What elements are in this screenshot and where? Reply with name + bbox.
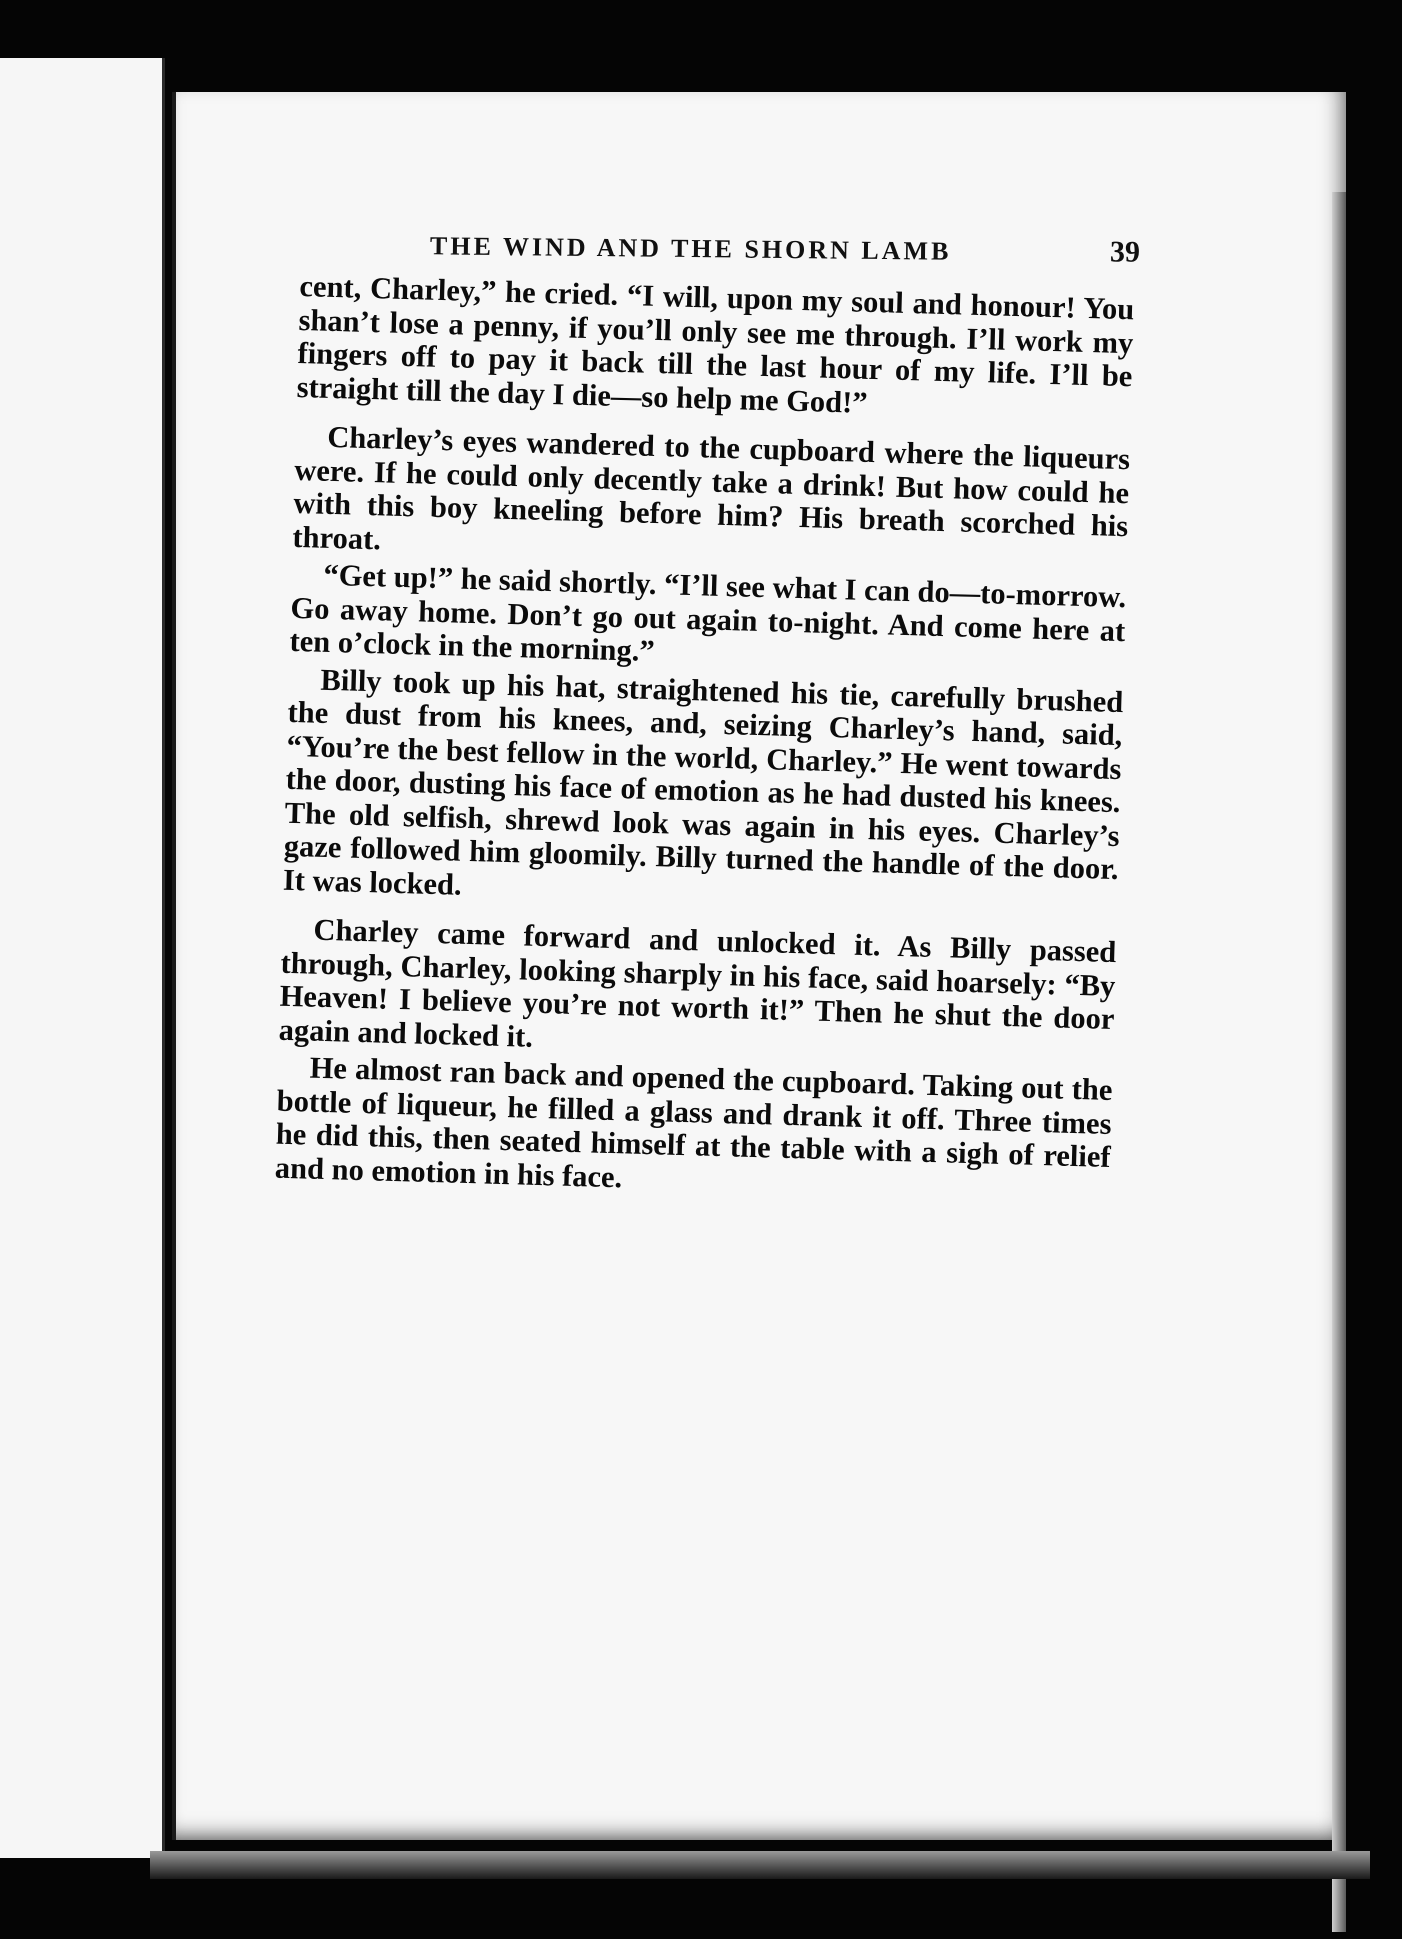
paragraph: Charley came forward and unlocked it. As Billy passed through, Charley, looking sharply in his face, said hoarsely: “By Heaven! I believe you’re not worth it!” Then he shut the door again and locked it. <box>278 912 1117 1054</box>
paragraph: “Get up!” he said shortly. “I’ll see what I can do—to-morrow. Go away home. Don’t go out again to-night. And come here at ten o’clock in the morning.” <box>289 557 1127 669</box>
page-bottom-edge <box>150 1851 1370 1879</box>
paragraph: cent, Charley,” he cried. “I will, upon my soul and honour! You shan’t lose a penny, if you’ll only see me through. I’ll work my fingers off to pay it back till the last hour of my life. I’ll be straight till the day I die—so help me God!” <box>296 269 1135 420</box>
paragraph: Billy took up his hat, straightened his tie, carefully brushed the dust from his knees, and, seizing Charley’s hand, said, “You’re the best fellow in the world, Charley.” He went towards the door, dusting his face of emotion as he had dusted his knees. The old selfish, shrewd look was again in his eyes. Charley’s gaze followed him gloomily. Billy turned the handle of the door. It was locked. <box>282 662 1124 902</box>
page-right-edge <box>1332 192 1346 1932</box>
page-number: 39 <box>1109 235 1141 269</box>
paragraph: He almost ran back and opened the cupboard. Taking out the bottle of liqueur, he filled a glass and drank it off. Three times he did this, then seated himself at the table with a sigh of relief and no emotion in his face. <box>274 1050 1113 1194</box>
running-title: THE WIND AND THE SHORN LAMB <box>429 231 952 266</box>
body-text <box>274 270 1134 1212</box>
paragraph: Charley’s eyes wandered to the cupboard where the liqueurs were. If he could only decently take a drink! But how could he with this boy kneeling before him? His breath scorched his throat. <box>292 419 1131 556</box>
facing-page-edge <box>0 58 165 1858</box>
